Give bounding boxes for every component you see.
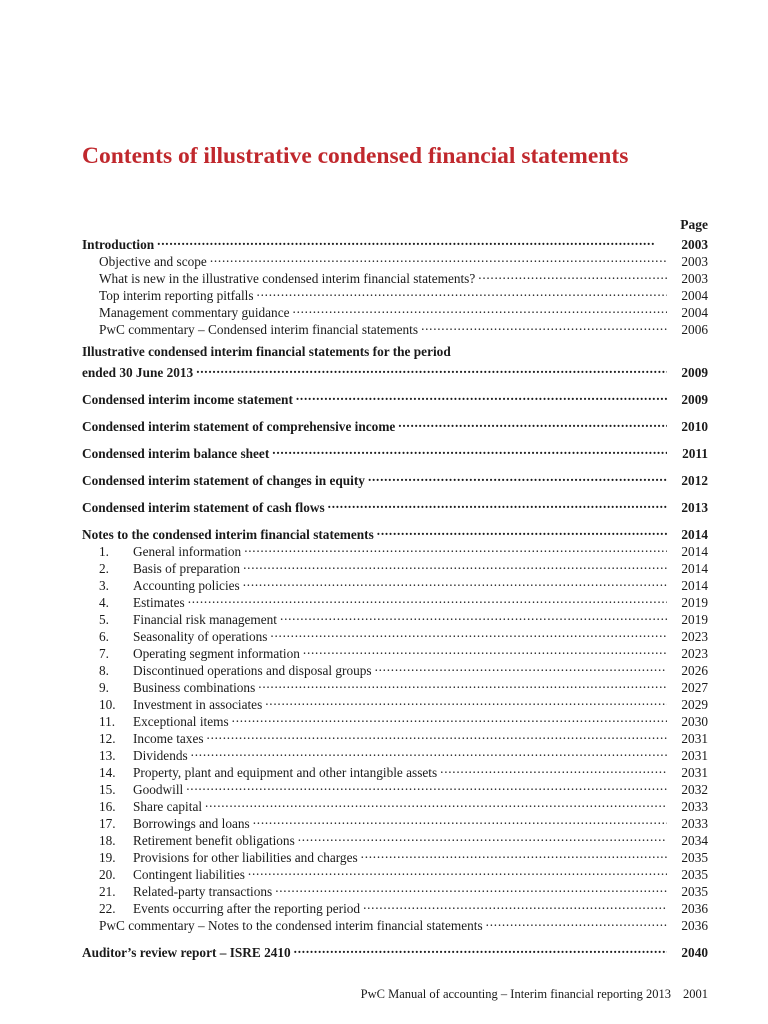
toc-entry-page: 2036: [681, 918, 708, 933]
dot-leader: [258, 675, 667, 692]
toc-entry-label: Condensed interim statement of comprehensive income: [82, 419, 396, 434]
toc-entry-label: Basis of preparation: [133, 561, 241, 576]
toc-entry-label: Auditor’s review report – ISRE 2410: [82, 945, 291, 960]
toc-entry-number: 5.: [99, 612, 109, 627]
toc-entry-number: 2.: [99, 561, 109, 576]
dot-leader: [486, 913, 667, 930]
toc-entry-label: Seasonality of operations: [133, 629, 268, 644]
toc-entry-number: 9.: [99, 680, 109, 695]
toc-entry-number: 21.: [99, 884, 116, 899]
dot-leader: [421, 317, 667, 334]
toc-entry-section[interactable]: [82, 468, 708, 488]
dot-leader: [196, 360, 667, 377]
toc-entry-page: 2010: [681, 419, 708, 434]
toc-entry-label: Introduction: [82, 237, 155, 252]
toc-entry-label: Property, plant and equipment and other intangible assets: [133, 765, 438, 780]
toc-entry-number: 14.: [99, 765, 116, 780]
toc-entry-page: 2006: [681, 322, 708, 337]
page-column-header: Page: [680, 217, 708, 232]
toc-entry-number: 19.: [99, 850, 116, 865]
dot-leader: [296, 387, 667, 404]
toc-entry-page: 2030: [681, 714, 708, 729]
toc-entry-page: 2009: [681, 392, 708, 407]
toc-entry-page: 2013: [681, 500, 708, 515]
toc-entry-page: 2004: [681, 305, 708, 320]
toc-entry-page: 2036: [681, 901, 708, 916]
toc-entry-notes[interactable]: [82, 522, 708, 542]
dot-leader: [157, 232, 667, 249]
toc-entry-page: 2031: [681, 765, 708, 780]
toc-entry-label: Condensed interim statement of cash flows: [82, 500, 325, 515]
dot-leader: [244, 539, 667, 556]
toc-entry-page: 2031: [681, 731, 708, 746]
dot-leader: [328, 495, 667, 512]
dot-leader: [275, 879, 667, 896]
toc-entry-page: 2023: [681, 629, 708, 644]
toc-entry-label: Goodwill: [133, 782, 184, 797]
toc-entry-section[interactable]: [82, 495, 708, 515]
dot-leader: [270, 624, 667, 641]
dot-leader: [294, 940, 667, 957]
toc-entry-label: What is new in the illustrative condensed interim financial statements?: [99, 271, 476, 286]
toc-entry-auditor-report[interactable]: [82, 940, 708, 960]
dot-leader: [298, 828, 667, 845]
toc-entry-label: Share capital: [133, 799, 203, 814]
toc-entry-label: Objective and scope: [99, 254, 207, 269]
dot-leader: [205, 794, 667, 811]
toc-entry-section[interactable]: [82, 414, 708, 434]
toc-entry-page: 2014: [681, 578, 708, 593]
dot-leader: [188, 590, 667, 607]
dot-leader: [398, 414, 667, 431]
toc-entry-page: 2019: [681, 595, 708, 610]
toc-entry-number: 12.: [99, 731, 116, 746]
toc-entry-label: Retirement benefit obligations: [133, 833, 295, 848]
toc-entry-page: 2023: [681, 646, 708, 661]
toc-entry-label: Contingent liabilities: [133, 867, 245, 882]
toc-entry-label: Provisions for other liabilities and charges: [133, 850, 358, 865]
footer-text: PwC Manual of accounting – Interim financial reporting 2013: [360, 987, 671, 1001]
dot-leader: [210, 249, 667, 266]
table-of-contents: [82, 232, 708, 960]
toc-entry-page: 2019: [681, 612, 708, 627]
toc-entry-number: 4.: [99, 595, 109, 610]
toc-entry-label-line1: Illustrative condensed interim financial statements for the period: [82, 344, 451, 359]
toc-entry-label: Management commentary guidance: [99, 305, 290, 320]
dot-leader: [257, 283, 667, 300]
dot-leader: [253, 811, 667, 828]
toc-entry-page: 2014: [681, 527, 708, 542]
toc-entry-page: 2033: [681, 816, 708, 831]
toc-entry-label: Dividends: [133, 748, 188, 763]
toc-entry-label: Operating segment information: [133, 646, 300, 661]
dot-leader: [368, 468, 667, 485]
toc-entry-page: 2014: [681, 561, 708, 576]
toc-entry-label: Exceptional items: [133, 714, 229, 729]
toc-entry-page: 2035: [681, 867, 708, 882]
toc-entry-page: 2014: [681, 544, 708, 559]
toc-entry-label: Condensed interim balance sheet: [82, 446, 270, 461]
toc-entry-page: 2026: [681, 663, 708, 678]
dot-leader: [248, 862, 667, 879]
toc-entry-page: 2004: [681, 288, 708, 303]
dot-leader: [243, 573, 667, 590]
toc-entry-introduction[interactable]: [82, 232, 708, 252]
toc-entry-number: 22.: [99, 901, 116, 916]
page-title: Contents of illustrative condensed financial statements: [82, 143, 629, 169]
toc-entry-number: 8.: [99, 663, 109, 678]
page-footer: [260, 987, 708, 1002]
toc-entry-label-line2: ended 30 June 2013: [82, 365, 194, 380]
toc-entry-label: Financial risk management: [133, 612, 278, 627]
toc-entry-number: 15.: [99, 782, 116, 797]
toc-entry-label: Accounting policies: [133, 578, 240, 593]
toc-entry-label: Related-party transactions: [133, 884, 273, 899]
toc-entry-number: 13.: [99, 748, 116, 763]
dot-leader: [375, 658, 667, 675]
toc-entry-label: Events occurring after the reporting period: [133, 901, 361, 916]
toc-entry-page: 2031: [681, 748, 708, 763]
toc-entry-page: 2035: [681, 850, 708, 865]
toc-entry-label: General information: [133, 544, 242, 559]
footer-page-number: 2001: [683, 987, 708, 1001]
dot-leader: [440, 760, 667, 777]
toc-entry-page: 2003: [681, 237, 708, 252]
dot-leader: [293, 300, 667, 317]
toc-entry-label: Discontinued operations and disposal groups: [133, 663, 372, 678]
toc-entry-number: 6.: [99, 629, 109, 644]
toc-entry-page: 2035: [681, 884, 708, 899]
toc-entry-page: 2034: [681, 833, 708, 848]
toc-entry-illustrative[interactable]: [82, 343, 708, 380]
toc-entry-page: 2011: [682, 446, 708, 461]
dot-leader: [280, 607, 667, 624]
toc-entry-label: Income taxes: [133, 731, 204, 746]
toc-entry-label: Business combinations: [133, 680, 256, 695]
toc-entry-number: 20.: [99, 867, 116, 882]
toc-entry-page: 2032: [681, 782, 708, 797]
toc-entry-page: 2027: [681, 680, 708, 695]
dot-leader: [186, 777, 667, 794]
toc-entry-page: 2003: [681, 254, 708, 269]
toc-entry-number: 11.: [99, 714, 116, 729]
toc-entry-label: Condensed interim statement of changes in equity: [82, 473, 365, 488]
dot-leader: [303, 641, 667, 658]
toc-entry-label: Investment in associates: [133, 697, 263, 712]
toc-entry-label: Condensed interim income statement: [82, 392, 293, 407]
dot-leader: [232, 709, 667, 726]
toc-entry-number: 10.: [99, 697, 116, 712]
toc-entry-page: 2033: [681, 799, 708, 814]
toc-entry-label: PwC commentary – Condensed interim financial statements: [99, 322, 419, 337]
toc-entry-page: 2003: [681, 271, 708, 286]
dot-leader: [272, 441, 667, 458]
dot-leader: [265, 692, 667, 709]
toc-entry-label: PwC commentary – Notes to the condensed interim financial statements: [99, 918, 483, 933]
toc-entry-page: 2040: [681, 945, 708, 960]
dot-leader: [207, 726, 667, 743]
toc-entry-number: 16.: [99, 799, 116, 814]
toc-entry-section[interactable]: [82, 441, 708, 461]
toc-entry-label: Top interim reporting pitfalls: [99, 288, 254, 303]
toc-entry-label: Estimates: [133, 595, 185, 610]
toc-entry-number: 18.: [99, 833, 116, 848]
dot-leader: [191, 743, 667, 760]
toc-entry-number: 17.: [99, 816, 116, 831]
toc-entry-number: 1.: [99, 544, 109, 559]
toc-entry-page: 2012: [681, 473, 708, 488]
dot-leader: [361, 845, 667, 862]
toc-entry-page: 2009: [681, 365, 708, 380]
toc-entry-intro-item[interactable]: [82, 249, 708, 269]
toc-entry-label: Borrowings and loans: [133, 816, 250, 831]
dot-leader: [478, 266, 667, 283]
toc-entry-number: 3.: [99, 578, 109, 593]
toc-entry-section[interactable]: [82, 387, 708, 407]
toc-entry-label: Notes to the condensed interim financial statements: [82, 527, 374, 542]
dot-leader: [377, 522, 667, 539]
dot-leader: [363, 896, 667, 913]
toc-entry-page: 2029: [681, 697, 708, 712]
dot-leader: [243, 556, 667, 573]
toc-entry-number: 7.: [99, 646, 109, 661]
